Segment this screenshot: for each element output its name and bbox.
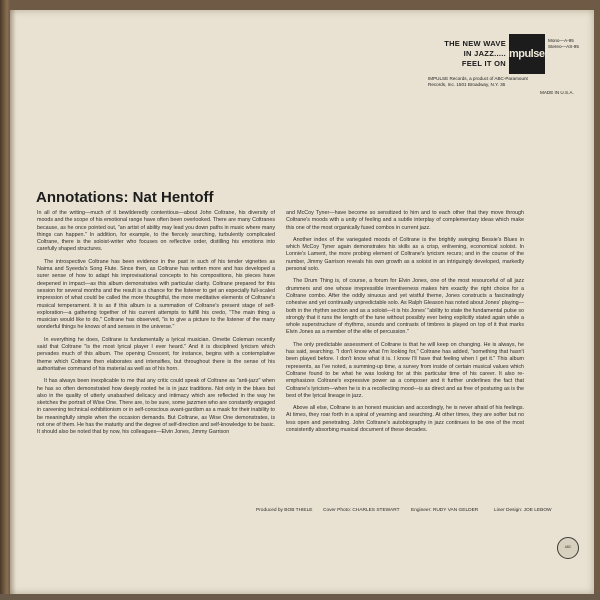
paragraph: The only predictable assessment of Coltrane is that he will keep on changing. He is always, he has said, searching. "I don't know what I'm looking for," Coltrane has added, "something that hasn't been played before. I don't know what it is. I know I'll have that feeling when I get it." This album represents, as I've noted, a summing-up time, a survey from inside of certain musical values which Coltrane found to be what he was looking for at this particular time of his career. It also re-emphasizes Coltrane's expressive power as a composer and it further underlines the fact that Coltrane's lyricism—when he is in a recollecting mood—is as direct and as free of posturing as is the best of the lyrical lineage in jazz. bbox=[286, 341, 524, 399]
made-in-text: MADE IN U.S.A. bbox=[540, 90, 574, 95]
engineer-credit: Engineer: RUDY VAN GELDER bbox=[411, 508, 479, 513]
liner-credit: Liner Design: JOE LEBOW bbox=[494, 508, 552, 513]
paragraph: Above all else, Coltrane is an honest musician and accordingly, he is never afraid of his feelings. At times, they roar forth in a spiral of yearning and searching. At other times, they are softer but no less open and penetrating. John Coltrane's autobiography in jazz continues to be one of the most consistently absorbing musical document of these decades. bbox=[286, 405, 524, 434]
stereo-number: Stereo—AS-95 bbox=[548, 44, 579, 49]
promo-line-2: IN JAZZ..... bbox=[463, 49, 506, 58]
mono-number: Mono—A-95 bbox=[548, 38, 574, 43]
promo-line-3: FEEL IT ON bbox=[461, 59, 506, 68]
imprint-text: IMPULSE Records, a product of ABC-Paramount Records, Inc. 1501 Broadway, N.Y. 36 bbox=[428, 76, 528, 88]
bottom-edge bbox=[0, 594, 600, 600]
jacket-spine bbox=[0, 0, 10, 600]
paragraph: Another index of the variegated moods of Coltrane is the brightly swinging Bessie's Blues in which McCoy Tyner again demonstrates his skills as a crisp, enlivening, economical soloist. In Lonnie's Lament, the more probing element of Coltrane's lyricism recurs; and in the course of the number, Jimmy Garrison reveals his own growth as a soloist in an intriguingly developed, markedly personal solo. bbox=[286, 236, 524, 273]
photo-credit: Cover Photo: CHARLES STEWART bbox=[323, 508, 400, 513]
promo-line-1: THE NEW WAVE bbox=[444, 39, 506, 48]
catalog-numbers bbox=[548, 38, 588, 50]
right-column bbox=[286, 210, 524, 530]
paragraph: In all of the writing—much of it bewilderedly contentious—about John Coltrane, his diversity of moods and the scope of his emotional range have often been overlooked. There are many Coltranes because, as he once pointed out, "an artist of ability may lead you down paths in music where many things can happen." In addition, for example, to the fiercely searching, turbulently complicated Coltrane, there is the soloist-writer who focuses on reflective order, distilling his emotions into carefully shaped structures. bbox=[37, 210, 275, 253]
paragraph: and McCoy Tyner—have become so sensitized to him and to each other that they move through Coltrane's moods with a unity of feeling and a subtle interplay of complementary ideas which make this one of the most organically fused combos in current jazz. bbox=[286, 210, 524, 231]
paragraph: The Drum Thing is, of course, a forum for Elvin Jones, one of the most resourceful of all jazz drummers and one whose irrepressible inventiveness makes him exactly the right choice for a Coltrane combo. After the oddly sinuous and yet wistful theme, Jones constructs a fascinatingly cohesive and yet continually unpredictable solo. As Ralph Gleason has noted about Jones' playing—both in the rhythm section and as a soloist—it is his Jones' "ability to state the fundamental pulse so strongly that it runs the length of the tune without possibly ever being explicitly stated again while a whole superstructure of rhythms, sounds and contrasts of timbres is played on top of it that marks Elvin Jones as a member of the elite of percussion." bbox=[286, 278, 524, 336]
logo-text: impulse! bbox=[506, 48, 548, 60]
left-column bbox=[37, 210, 275, 510]
paragraph: It has always been inexplicable to me that any critic could speak of Coltrane as "anti-jazz" when he has so often demonstrated how deeply rooted he is in jazz traditions. Not only in the blues but also in the quality of utterly unabashed delicacy and intimacy which are reflected in the way he sketches the portrait of Wise One. There are, to be sure, some jazzmen who are constantly engaged in careening technical exhibitionism or in self-conscious avant-gardism as a mask for their inability to be meaningfully simple when the occasion demands. But Coltrane, as Wise One demonstrates, is not one of them. He has the maturity and the degree of self-direction and self-knowledge to be basic. It should also be noted that by now, his colleagues—Elvin Jones, Jimmy Garrison bbox=[37, 378, 275, 436]
seal-text: ABC bbox=[564, 545, 572, 550]
paragraph: In everything he does, Coltrane is fundamentally a lyrical musician. Ornette Coleman recently said that Coltrane "is the most lyrical player I ever heard." And it is disciplined lyricism which pervades much of this album. The opening Crescent, for instance, begins with a contemplative theme which Coltrane then elaborates and intensifies, but throughout there is the sense of his authoritative command of his material as well as of his horn. bbox=[37, 336, 275, 372]
paragraph: The introspective Coltrane has been evidence in the past in such of his tender vignettes as Naima and Syeeda's Song Flute. Since then, as Coltrane has written more and has developed a surer sense of how to adapt his improvisational concepts to his compositions, his pieces have deepened in impact—as this album demonstrates with particular clarity. Coltrane prepared for this session for several months and the result is a chance for the listener to get an especially full-scaled impression of what could be called the more thoughtful, the more meditative elements of Coltrane's musical temperament. It is as if this album is a summation of Coltrane's present stage of self-exploration—a gathering together of his current attempts to fulfill his credo, "The main thing a musician would like to do," Coltrane has observed, "is to give a picture to the listener of the many wonderful things he knows of and senses in the universe." bbox=[37, 258, 275, 331]
producer-credit: Produced by BOB THIELE bbox=[256, 508, 313, 513]
jacket-shadow bbox=[10, 10, 16, 594]
abc-seal-icon bbox=[557, 537, 579, 559]
promo-text bbox=[416, 39, 506, 69]
impulse-logo bbox=[506, 34, 548, 74]
annotation-title: Annotations: Nat Hentoff bbox=[36, 189, 214, 206]
